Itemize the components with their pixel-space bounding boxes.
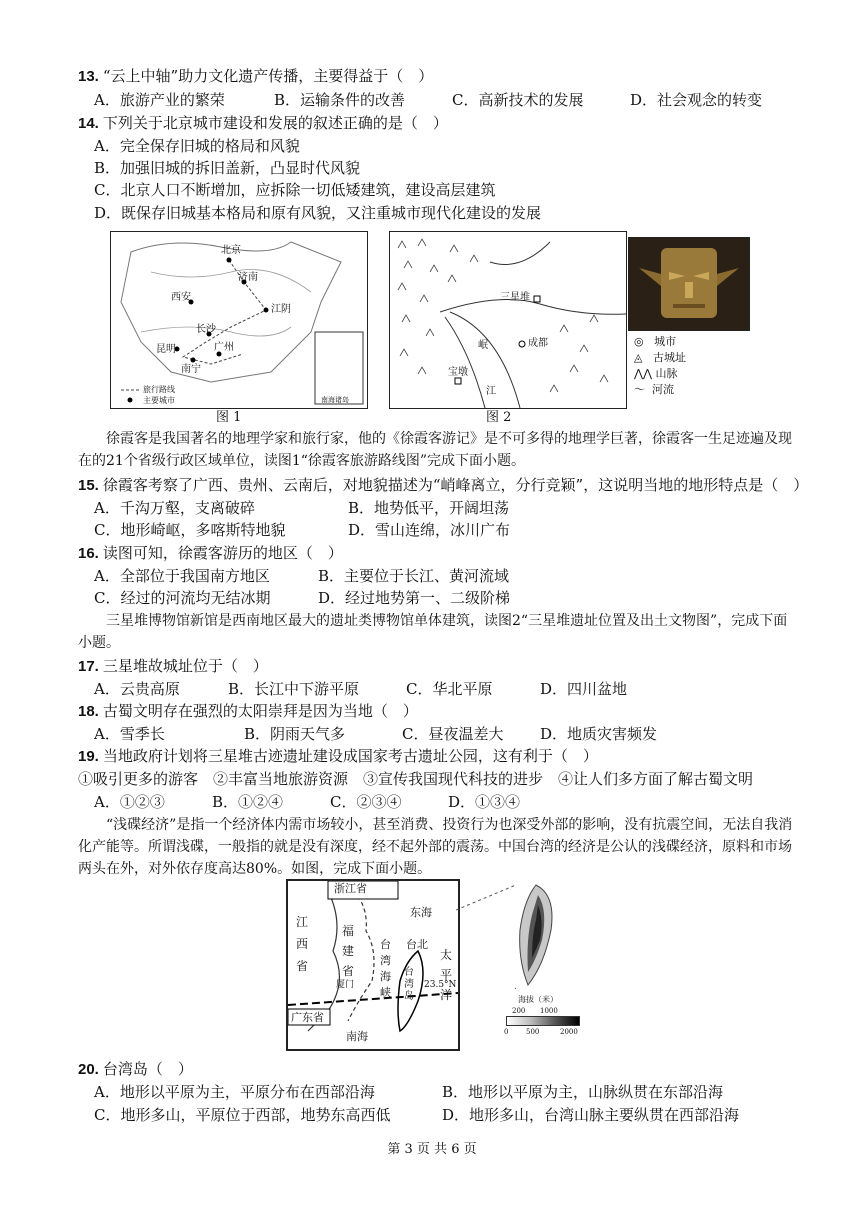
figure-2-caption: 图 2 [486,410,512,425]
passage-xu-xiake: 徐霞客是我国著名的地理学家和旅行家，他的《徐霞客游记》是不可多得的地理学巨著，徐霞客一生足迹遍及现在的21个省级行政区域单位，读图1“徐霞客旅游路线图”完成下面小题。 [78,431,792,469]
figure-1-route-map [110,231,368,409]
elevation-legend-title: 海拔（米） [518,995,558,1004]
figure-1-caption: 图 1 [216,410,242,425]
elevation-tick-500: 500 [526,1028,540,1036]
q14-option-c: C．北京人口不断增加，应拆除一切低矮建筑，建设高层建筑 [94,181,496,199]
figure-3-taiwan-map [286,879,460,1051]
q20-option-a: A．地形以平原为主，平原分布在西部沿海 [94,1083,375,1101]
passage-sanxingdui: 三星堆博物馆新馆是西南地区最大的遗址类博物馆单体建筑，读图2“三星堆遗址位置及出土文物图”，完成下面小题。 [78,613,788,651]
fig1-inset-label: 南海诸岛 [321,396,349,404]
fig1-city-jinan: 济南 [238,272,258,283]
q18-option-d: D．地质灾害频发 [540,725,658,743]
q19-option-b: B．①②④ [212,793,284,811]
q17-option-b: B．长江中下游平原 [228,680,360,698]
fig1-legend-city: 主要城市 [143,396,175,405]
q13-number: 13. [78,68,99,85]
q16-option-d: D．经过地势第一、二级阶梯 [318,589,511,607]
fig2-label-baodun: 宝墩 [448,367,468,378]
q14-stem: 下列关于北京城市建设和发展的叙述正确的是（ ） [102,114,448,132]
fig2-legend-river: 〜 河流 [634,383,674,396]
q20-stem: 台湾岛（ ） [102,1060,193,1078]
fig2-label-jiang: 江 [486,386,496,397]
q17-stem: 三星堆故城址位于（ ） [102,657,268,675]
fig1-city-nanning: 南宁 [181,364,201,375]
bronze-mask-photo [628,237,750,331]
q16-stem-line [78,543,343,564]
fig2-legend [634,334,744,408]
q15-number: 15. [78,477,99,494]
fig2-label-chengdu: 成都 [528,338,548,349]
fig1-city-kunming: 昆明 [156,344,176,355]
fig1-legend-route: 旅行路线 [143,385,175,394]
q16-option-b: B．主要位于长江、黄河流域 [318,567,510,585]
q17-number: 17. [78,658,99,675]
elevation-tick-0: 0 [504,1028,509,1036]
fig3-label-south-sea: 南海 [346,1030,368,1043]
q19-option-a: A．①②③ [94,793,165,811]
q19-option-c: C．②③④ [330,793,402,811]
passage-shallow-dish-economy: “浅碟经济”是指一个经济体内需市场较小，甚至消费、投资行为也深受外部的影响，没有抗震空间，无法自我消化产能等。所谓浅碟，一般指的就是没有深度，经不起外部的震荡。中国台湾的经济是公认的浅碟经济，原料和市场两头在外，对外依存度高达80%。如图，完成下面小题。 [78,817,793,877]
q13-stem-line [78,66,433,87]
fig2-legend-city: ◎ 城市 [634,335,677,348]
q18-option-c: C．昼夜温差大 [402,725,504,743]
fig2-legend-mountain: ⋀⋀ 山脉 [634,367,678,380]
q17-option-d: D．四川盆地 [540,680,628,698]
fig3-label-zhejiang: 浙江省 [334,882,367,895]
q17-stem-line [78,656,268,677]
fig3-label-latitude: 23.5°N [424,980,457,990]
q15-option-c: C．地形崎岖，多喀斯特地貌 [94,521,286,539]
river-symbol-icon: 〜 [634,383,645,396]
fig3-label-taiwan-island: 台湾岛 [404,967,414,1002]
fig2-label-min: 岷 [478,340,488,351]
q18-stem-line [78,701,418,722]
ruin-symbol-icon: ◬ [634,351,643,364]
fig1-city-changsha: 长沙 [196,324,216,335]
q18-option-a: A．雪季长 [94,725,165,743]
taiwan-elevation-inset [456,880,586,990]
fig3-label-taiwan-strait: 台湾海峡 [380,938,391,999]
mountain-symbol-icon: ⋀⋀ [634,367,653,380]
fig3-label-pacific: 太平洋 [440,948,453,1002]
city-symbol-icon: ◎ [634,335,644,348]
q18-stem: 古蜀文明存在强烈的太阳崇拜是因为当地（ ） [102,702,418,720]
q20-option-b: B．地形以平原为主，山脉纵贯在东部沿海 [442,1083,724,1101]
q15-option-a: A．千沟万壑，支离破碎 [94,499,255,517]
fig1-city-jiangyin: 江阴 [271,304,291,315]
q16-option-c: C．经过的河流均无结冰期 [94,589,271,607]
q13-option-a: A．旅游产业的繁荣 [94,91,225,109]
fig2-legend-ruin: ◬ 古城址 [634,351,686,364]
q19-number: 19. [78,748,99,765]
fig3-label-fujian: 福建省 [342,924,355,978]
q13-option-d: D．社会观念的转变 [630,91,763,109]
q16-stem: 读图可知，徐霞客游历的地区（ ） [102,544,343,562]
q18-option-b: B．阴雨天气多 [244,725,346,743]
fig2-label-sanxingdui: 三星堆 [500,292,530,303]
q19-choices: ①吸引更多的游客 ②丰富当地旅游资源 ③宣传我国现代科技的进步 ④让人们多方面了解古蜀文明 [78,770,754,788]
bronze-mask-drawing [629,238,749,330]
q14-option-d: D．既保存旧城基本格局和原有风貌，又注重城市现代化建设的发展 [94,204,542,222]
elevation-tick-200: 200 [512,1007,526,1015]
fig3-label-jiangxi: 江西省 [296,915,309,973]
fig3-label-east-sea: 东海 [410,906,432,919]
fig1-city-beijing: 北京 [221,245,241,256]
q19-stem: 当地政府计划将三星堆古迹遗址建设成国家考古遗址公园，这有利于（ ） [102,747,598,765]
elevation-legend-bar [506,1016,580,1026]
figure-2-sanxingdui-map [389,231,627,409]
elevation-tick-2000: 2000 [560,1028,578,1036]
q19-option-d: D．①③④ [448,793,521,811]
q16-number: 16. [78,545,99,562]
q19-stem-line [78,746,598,767]
figure-2-map-drawing [390,232,626,408]
figure-1-map-drawing [111,232,367,408]
q15-option-d: D．雪山连绵，冰川广布 [348,521,511,539]
q13-stem: “云上中轴”助力文化遗产传播，主要得益于（ ） [102,67,434,85]
q20-option-c: C．地形多山，平原位于西部，地势东高西低 [94,1106,391,1124]
q14-number: 14. [78,115,99,132]
q15-stem-line [78,475,808,496]
q20-stem-line [78,1059,193,1080]
fig1-city-guangzhou: 广州 [214,342,234,353]
q20-option-d: D．地形多山，台湾山脉主要纵贯在西部沿海 [442,1106,740,1124]
fig3-label-guangdong: 广东省 [291,1011,324,1024]
q13-option-b: B．运输条件的改善 [274,91,406,109]
elevation-tick-1000: 1000 [540,1007,558,1015]
q15-stem: 徐霞客考察了广西、贵州、云南后，对地貌描述为“峭峰离立，分行竞颖”，这说明当地的地形特点是（ ） [102,476,809,494]
page-footer: 第 3 页 共 6 页 [387,1142,477,1157]
fig3-label-taipei: 台北 [406,938,428,951]
q16-option-a: A．全部位于我国南方地区 [94,567,270,585]
q13-option-c: C．高新技术的发展 [452,91,584,109]
fig3-label-xiamen: 厦门 [336,980,355,990]
q17-option-a: A．云贵高原 [94,680,180,698]
q20-number: 20. [78,1061,99,1078]
q15-option-b: B．地势低平，开阔坦荡 [348,499,510,517]
q14-option-a: A．完全保存旧城的格局和风貌 [94,137,300,155]
q14-stem-line [78,113,448,134]
q17-option-c: C．华北平原 [406,680,493,698]
q14-option-b: B．加强旧城的拆旧盖新，凸显时代风貌 [94,159,361,177]
fig1-city-xian: 西安 [171,292,191,303]
q18-number: 18. [78,703,99,720]
